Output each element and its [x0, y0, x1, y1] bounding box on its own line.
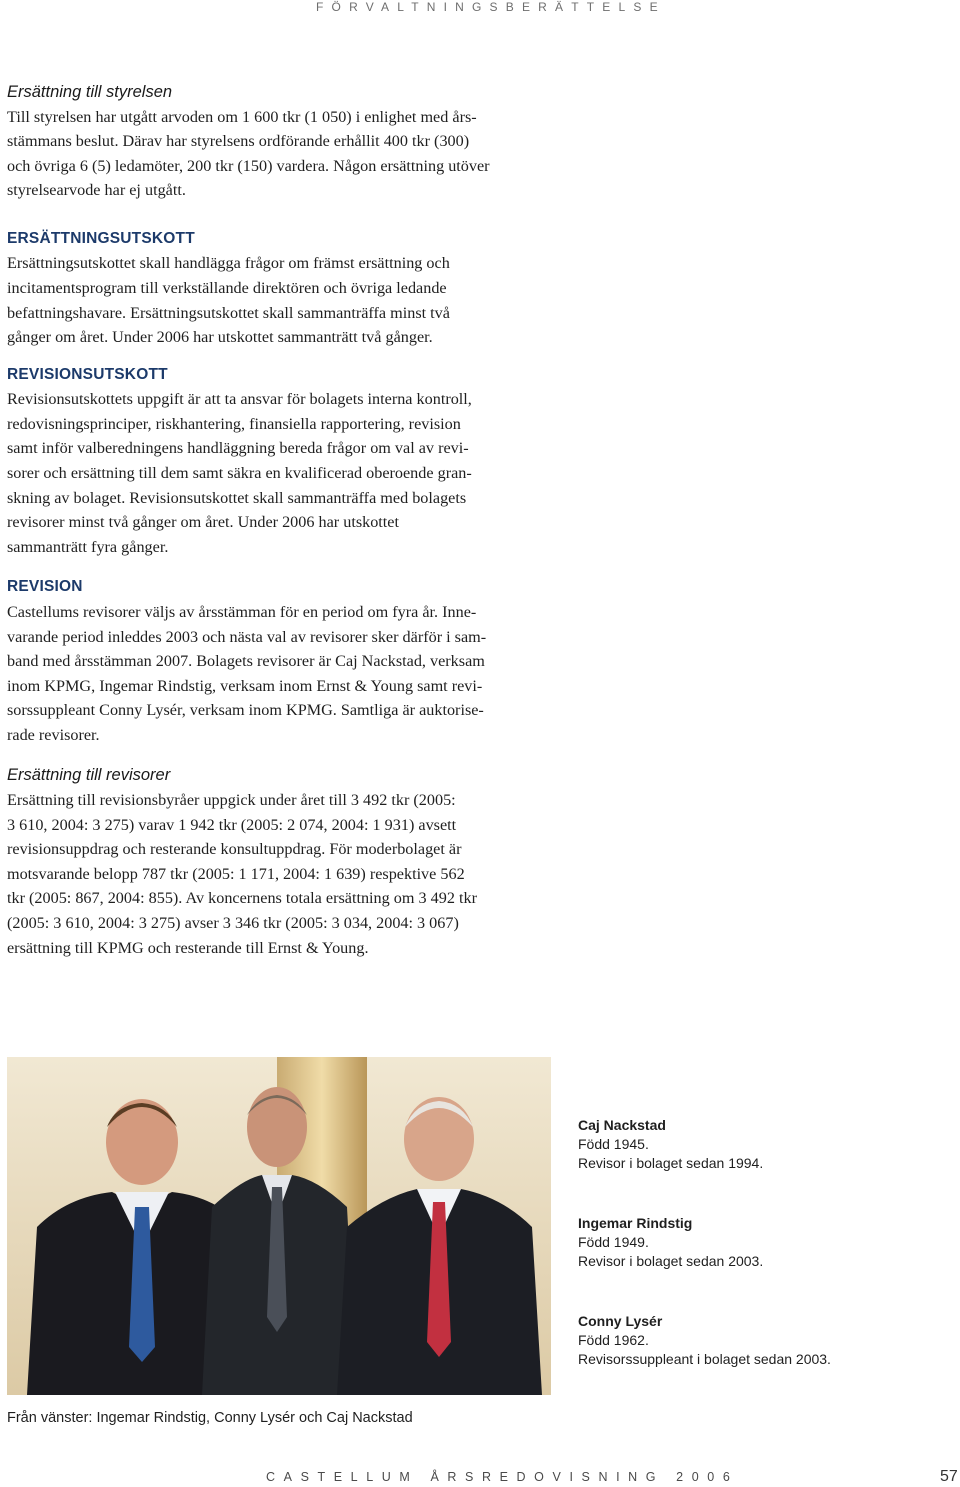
body-line: sammanträtt fyra gånger.: [7, 537, 169, 556]
body-line: varande period inleddes 2003 och nästa val av revisorer sker därför i sam-: [7, 627, 487, 646]
body-line: (2005: 3 610, 2004: 3 275) avser 3 346 tkr (2005: 3 034, 2004: 3 067): [7, 913, 459, 932]
section-audit-committee: [7, 363, 555, 560]
person-born: Född 1949.: [578, 1234, 649, 1250]
person-born: Född 1945.: [578, 1136, 649, 1152]
body-line: inom KPMG, Ingemar Rindstig, verksam inom Ernst & Young samt revi-: [7, 676, 483, 695]
body-line: Ersättningsutskottet skall handlägga frågor om främst ersättning och: [7, 254, 450, 273]
auditors-photo-illustration: [7, 1057, 551, 1395]
section-heading: Ersättning till revisorer: [7, 766, 171, 785]
auditors-photo: [7, 1057, 551, 1395]
person-name: Caj Nackstad: [578, 1117, 666, 1133]
section-body: [7, 788, 555, 960]
text-column: [7, 80, 555, 971]
section-body: [7, 251, 555, 349]
body-line: ersättning till KPMG och resterande till Ernst & Young.: [7, 938, 369, 957]
body-line: sorer och ersättning till dem samt säkra en kvalificerad oberoende gran-: [7, 464, 472, 483]
section-heading: REVISIONSUTSKOTT: [7, 365, 168, 383]
body-line: styrelsearvode har ej utgått.: [7, 181, 186, 200]
section-heading: Ersättning till styrelsen: [7, 83, 173, 101]
body-line: Revisionsutskottets uppgift är att ta ansvar för bolagets interna kontroll,: [7, 390, 472, 409]
body-line: revisorer minst två gånger om året. Under 2006 har utskottet: [7, 513, 399, 532]
person-role: Revisor i bolaget sedan 2003.: [578, 1253, 764, 1269]
body-line: stämmans beslut. Därav har styrelsens ordförande erhållit 400 tkr (300): [7, 132, 470, 151]
body-line: motsvarande belopp 787 tkr (2005: 1 171, 2004: 1 639) respektive 562: [7, 864, 465, 883]
body-line: tkr (2005: 867, 2004: 855). Av koncernens totala ersättning om 3 492 tkr: [7, 889, 477, 908]
body-line: gånger om året. Under 2006 har utskottet sammanträtt två gånger.: [7, 328, 433, 347]
section-auditor-fees: [7, 763, 555, 960]
caption-person-2: [578, 1214, 948, 1271]
footer-title: CASTELLUM ÅRSREDOVISNING 2006: [266, 1470, 739, 1484]
body-line: sorssuppleant Conny Lysér, verksam inom KPMG. Samtliga är auktorise-: [7, 701, 484, 720]
person-born: Född 1962.: [578, 1332, 649, 1348]
body-line: Till styrelsen har utgått arvoden om 1 600 tkr (1 050) i enlighet med års-: [7, 107, 477, 126]
body-line: och övriga 6 (5) ledamöter, 200 tkr (150) vardera. Någon ersättning utöver: [7, 156, 490, 175]
person-role: Revisorssuppleant i bolaget sedan 2003.: [578, 1351, 831, 1367]
body-line: revisionsuppdrag och resterande konsultuppdrag. För moderbolaget är: [7, 840, 462, 859]
body-line: 3 610, 2004: 3 275) varav 1 942 tkr (2005: 2 074, 2004: 1 931) avsett: [7, 815, 457, 834]
section-body: [7, 387, 555, 559]
section-board-compensation: [7, 80, 555, 203]
person-name: Conny Lysér: [578, 1313, 663, 1329]
body-line: incitamentsprogram till verkställande direktören och övriga ledande: [7, 278, 447, 297]
body-line: band med årsstämman 2007. Bolagets revisorer är Caj Nackstad, verksam: [7, 652, 485, 671]
person-name: Ingemar Rindstig: [578, 1215, 693, 1231]
page-number: 57: [940, 1468, 958, 1485]
section-body: [7, 105, 555, 203]
body-line: skning av bolaget. Revisionsutskottet skall sammanträffa med bolagets: [7, 488, 467, 507]
section-audit: [7, 575, 555, 747]
section-heading: ERSÄTTNINGSUTSKOTT: [7, 229, 195, 247]
body-line: samt inför valberedningens handläggning bereda frågor om val av revi-: [7, 439, 469, 458]
caption-person-1: [578, 1116, 948, 1173]
caption-person-3: [578, 1312, 948, 1369]
body-line: rade revisorer.: [7, 725, 100, 744]
body-line: befattningshavare. Ersättningsutskottet skall sammanträffa minst två: [7, 303, 450, 322]
body-line: redovisningsprinciper, riskhantering, finansiella rapportering, revision: [7, 414, 461, 433]
body-line: Ersättning till revisionsbyråer uppgick under året till 3 492 tkr (2005:: [7, 790, 456, 809]
section-remuneration-committee: [7, 227, 555, 350]
section-heading: REVISION: [7, 578, 83, 596]
section-body: [7, 600, 555, 748]
body-line: Castellums revisorer väljs av årsstämman för en period om fyra år. Inne-: [7, 602, 477, 621]
photo-caption: Från vänster: Ingemar Rindstig, Conny Lysér och Caj Nackstad: [7, 1410, 413, 1426]
running-header: FÖRVALTNINGSBERÄTTELSE: [316, 0, 666, 14]
person-role: Revisor i bolaget sedan 1994.: [578, 1155, 764, 1171]
